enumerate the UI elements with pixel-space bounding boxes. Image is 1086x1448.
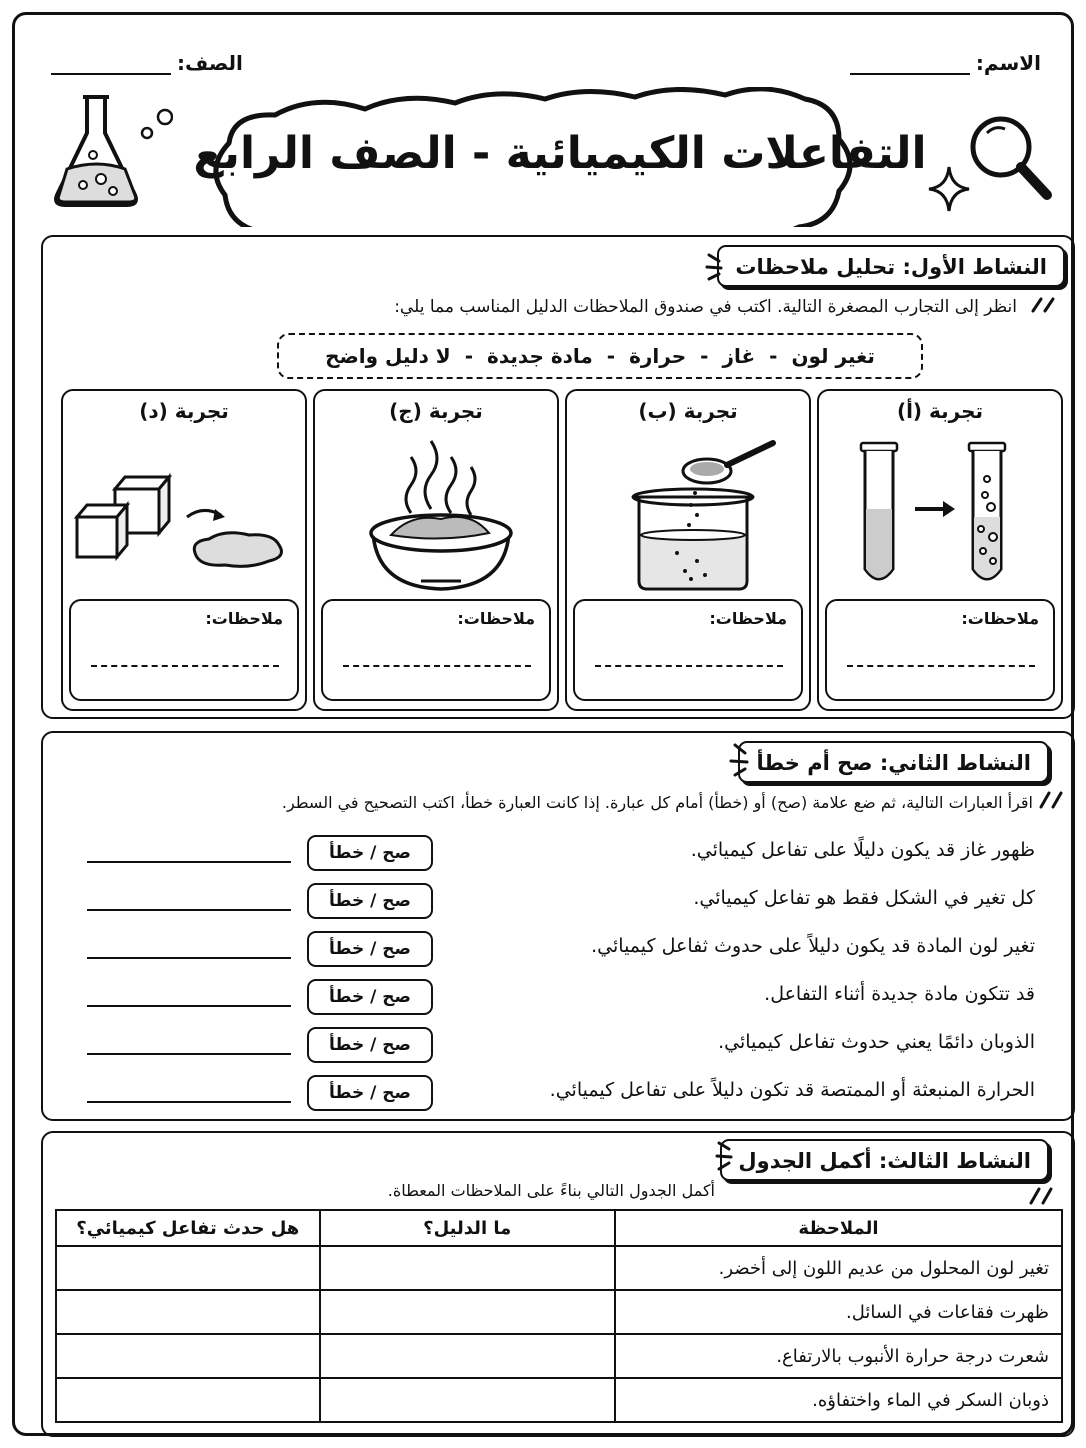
observation-cell: ذوبان السكر في الماء واختفاؤه. bbox=[615, 1378, 1062, 1422]
tf-statement: تغير لون المادة قد يكون دليلاً على حدوث ثفاعل كيميائي. bbox=[591, 935, 1035, 957]
sparkle-icon bbox=[927, 165, 971, 213]
activity-2-instruction: اقرأ العبارات التالية، ثم ضع علامة (صح) أو (خطأ) أمام كل عبارة. إذا كانت العبارة خطأ، اكتب التصحيح في السطر. bbox=[281, 793, 1033, 812]
reaction-answer-cell[interactable] bbox=[56, 1334, 320, 1378]
evidence-word: تغير لون bbox=[791, 344, 875, 368]
tf-statement: قد تتكون مادة جديدة أثناء التفاعل. bbox=[764, 983, 1035, 1005]
class-label: الصف: bbox=[177, 51, 243, 75]
class-field[interactable] bbox=[51, 51, 243, 75]
burst-icon bbox=[729, 741, 757, 781]
reaction-answer-cell[interactable] bbox=[56, 1246, 320, 1290]
evidence-word: غاز bbox=[722, 344, 756, 368]
name-line[interactable] bbox=[850, 57, 970, 75]
observations-table bbox=[55, 1209, 1063, 1423]
experiment-c-card bbox=[313, 389, 559, 711]
activity-2-title: النشاط الثاني: صح أم خطأ bbox=[738, 741, 1049, 783]
activity-2-section bbox=[41, 731, 1075, 1121]
evidence-answer-cell[interactable] bbox=[320, 1334, 615, 1378]
worksheet-page bbox=[12, 12, 1074, 1436]
evidence-answer-cell[interactable] bbox=[320, 1246, 615, 1290]
experiment-d-title: تجربة (د) bbox=[139, 399, 229, 423]
correction-line[interactable] bbox=[87, 1053, 291, 1055]
activity-1-instruction: انظر إلى التجارب المصغرة التالية. اكتب في صندوق الملاحظات الدليل المناسب مما يلي: bbox=[394, 297, 1017, 317]
true-false-choice[interactable]: صح / خطأ bbox=[307, 979, 433, 1015]
title-banner bbox=[185, 87, 935, 227]
observation-cell: تغير لون المحلول من عديم اللون إلى أخضر. bbox=[615, 1246, 1062, 1290]
notes-box[interactable] bbox=[825, 599, 1055, 701]
tf-row bbox=[83, 931, 1045, 969]
class-line[interactable] bbox=[51, 57, 171, 75]
table-header-row bbox=[56, 1210, 1062, 1246]
correction-line[interactable] bbox=[87, 861, 291, 863]
true-false-choice[interactable]: صح / خطأ bbox=[307, 931, 433, 967]
notes-box[interactable] bbox=[573, 599, 803, 701]
notes-box[interactable] bbox=[69, 599, 299, 701]
burst-icon bbox=[705, 251, 731, 285]
evidence-word-bank: تغير لون - غاز - حرارة - مادة جديدة - لا دليل واضح bbox=[277, 333, 923, 379]
experiment-a-card bbox=[817, 389, 1063, 711]
reaction-answer-cell[interactable] bbox=[56, 1378, 320, 1422]
true-false-choice[interactable]: صح / خطأ bbox=[307, 1027, 433, 1063]
table-row bbox=[56, 1378, 1062, 1422]
tf-statement: الذوبان دائمًا يعني حدوث تفاعل كيميائي. bbox=[718, 1031, 1035, 1053]
correction-line[interactable] bbox=[87, 1101, 291, 1103]
flask-icon bbox=[43, 87, 173, 215]
hot-bowl-illustration bbox=[315, 429, 561, 597]
tf-row bbox=[83, 1027, 1045, 1065]
table-row bbox=[56, 1334, 1062, 1378]
column-header: ما الدليل؟ bbox=[320, 1210, 615, 1246]
correction-line[interactable] bbox=[87, 1005, 291, 1007]
column-header: هل حدث تفاعل كيميائي؟ bbox=[56, 1210, 320, 1246]
experiment-d-card bbox=[61, 389, 307, 711]
marker-icon bbox=[1029, 295, 1059, 315]
marker-icon bbox=[1037, 789, 1067, 811]
column-header: الملاحظة bbox=[615, 1210, 1062, 1246]
tf-row bbox=[83, 883, 1045, 921]
burst-icon bbox=[715, 1139, 741, 1175]
true-false-choice[interactable]: صح / خطأ bbox=[307, 883, 433, 919]
notes-line[interactable] bbox=[847, 665, 1035, 667]
notes-label: ملاحظات: bbox=[709, 609, 787, 628]
experiment-a-title: تجربة (أ) bbox=[896, 399, 984, 423]
notes-box[interactable] bbox=[321, 599, 551, 701]
test-tubes-illustration bbox=[819, 429, 1065, 597]
activity-3-instruction: أكمل الجدول التالي بناءً على الملاحظات المعطاة. bbox=[387, 1181, 715, 1200]
activity-1-section bbox=[41, 235, 1075, 719]
notes-line[interactable] bbox=[343, 665, 531, 667]
table-row bbox=[56, 1290, 1062, 1334]
reaction-answer-cell[interactable] bbox=[56, 1290, 320, 1334]
evidence-answer-cell[interactable] bbox=[320, 1378, 615, 1422]
tf-statement: الحرارة المنبعثة أو الممتصة قد تكون دليلاً على تفاعل كيميائي. bbox=[549, 1079, 1035, 1101]
notes-label: ملاحظات: bbox=[457, 609, 535, 628]
activity-1-title: النشاط الأول: تحليل ملاحظات bbox=[717, 245, 1065, 287]
name-label: الاسم: bbox=[975, 51, 1041, 75]
notes-line[interactable] bbox=[595, 665, 783, 667]
evidence-answer-cell[interactable] bbox=[320, 1290, 615, 1334]
page-title: التفاعلات الكيميائية - الصف الرابع bbox=[193, 127, 927, 179]
tf-row bbox=[83, 1075, 1045, 1113]
evidence-word: حرارة bbox=[629, 344, 687, 368]
tf-statement: كل تغير في الشكل فقط هو تفاعل كيميائي. bbox=[693, 887, 1035, 909]
notes-label: ملاحظات: bbox=[961, 609, 1039, 628]
tf-row bbox=[83, 835, 1045, 873]
notes-line[interactable] bbox=[91, 665, 279, 667]
table-row bbox=[56, 1246, 1062, 1290]
true-false-choice[interactable]: صح / خطأ bbox=[307, 835, 433, 871]
notes-label: ملاحظات: bbox=[205, 609, 283, 628]
observation-cell: ظهرت فقاعات في السائل. bbox=[615, 1290, 1062, 1334]
name-field[interactable] bbox=[850, 51, 1041, 75]
melting-ice-illustration bbox=[63, 429, 309, 597]
evidence-word: مادة جديدة bbox=[487, 344, 593, 368]
experiment-b-title: تجربة (ب) bbox=[638, 399, 738, 423]
evidence-word: لا دليل واضح bbox=[325, 344, 451, 368]
correction-line[interactable] bbox=[87, 909, 291, 911]
activity-3-section bbox=[41, 1131, 1075, 1437]
tf-statement: ظهور غاز قد يكون دليلًا على تفاعل كيميائي. bbox=[690, 839, 1035, 861]
beaker-spoon-illustration bbox=[567, 429, 813, 597]
true-false-choice[interactable]: صح / خطأ bbox=[307, 1075, 433, 1111]
experiment-b-card bbox=[565, 389, 811, 711]
observation-cell: شعرت درجة حرارة الأنبوب بالارتفاع. bbox=[615, 1334, 1062, 1378]
correction-line[interactable] bbox=[87, 957, 291, 959]
activity-3-title: النشاط الثالث: أكمل الجدول bbox=[720, 1139, 1049, 1181]
tf-row bbox=[83, 979, 1045, 1017]
experiment-c-title: تجربة (ج) bbox=[389, 399, 483, 423]
marker-icon bbox=[1027, 1185, 1057, 1207]
